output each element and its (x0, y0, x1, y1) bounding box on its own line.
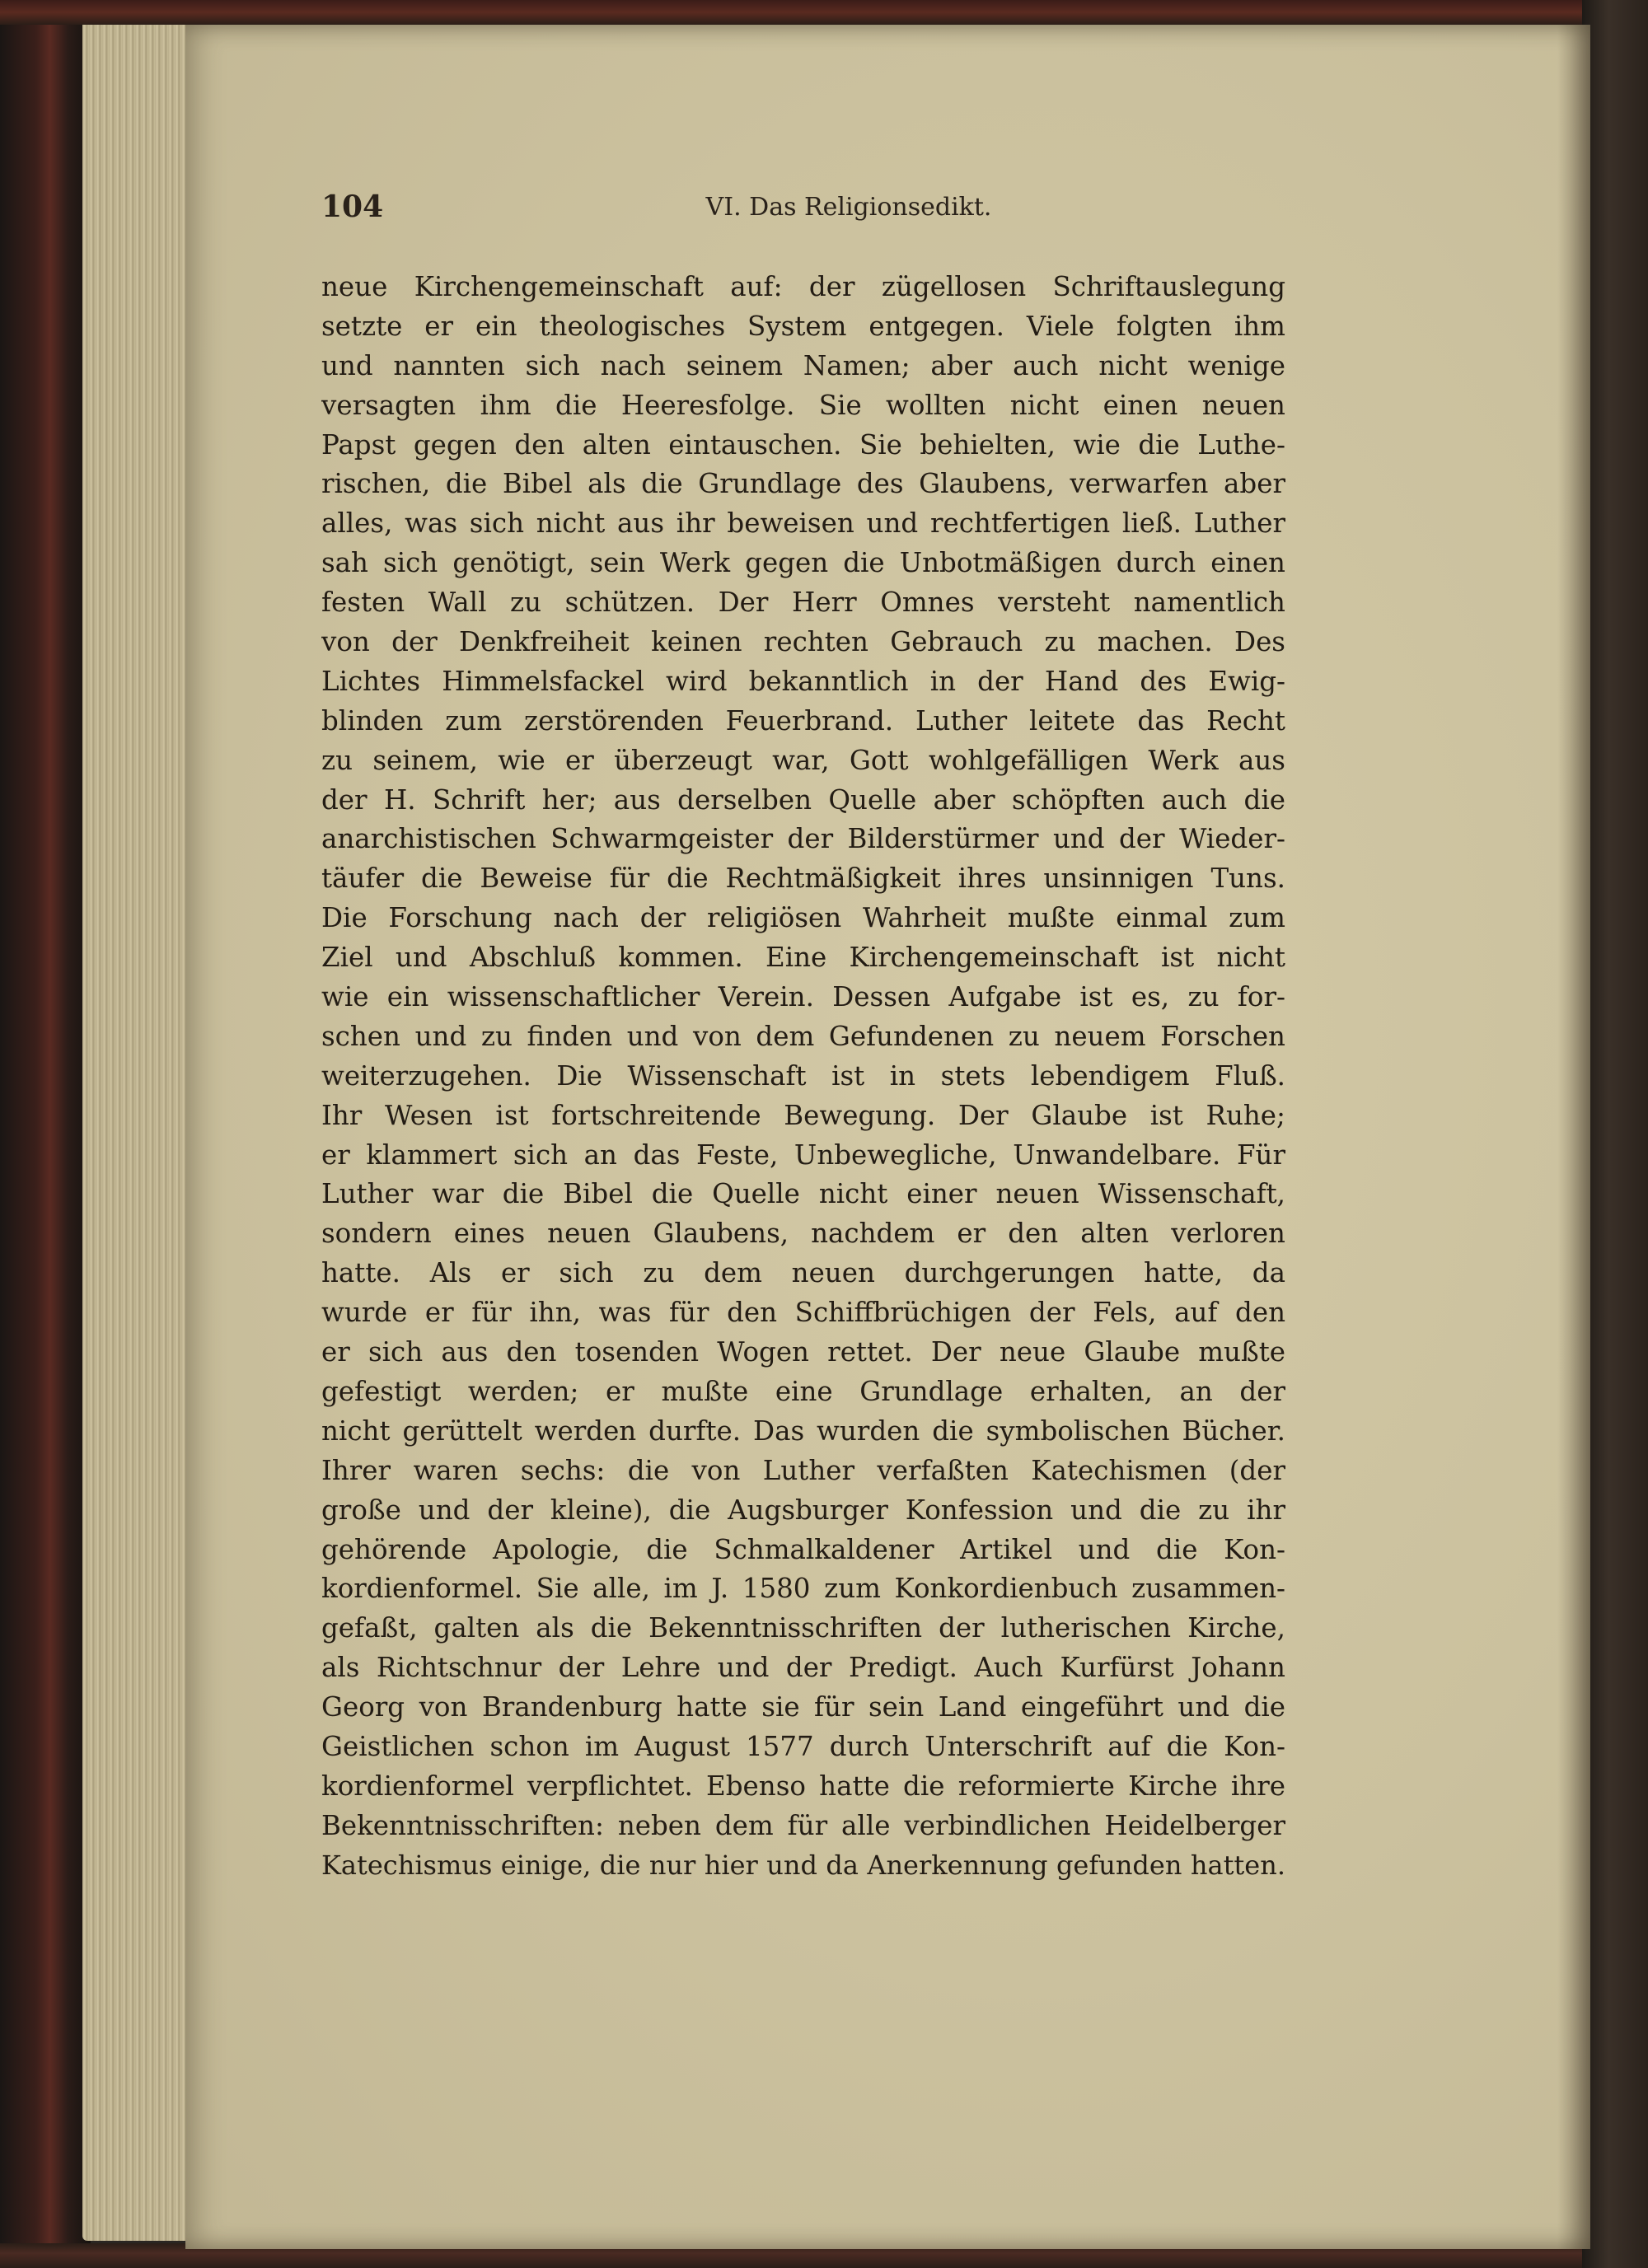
text-line: rischen, die Bibel als die Grundlage des Glaubens, verwarfen aber (321, 468, 1285, 500)
text-line: Bekenntnisschriften: neben dem für alle verbindlichen Heidelberger (321, 1809, 1285, 1841)
book-top-edge (0, 0, 1648, 25)
text-line: Luther war die Bibel die Quelle nicht einer neuen Wissenschaft, (321, 1178, 1285, 1210)
text-line: anarchistischen Schwarmgeister der Bilderstürmer und der Wieder- (321, 823, 1285, 855)
book-cover-right (1582, 0, 1648, 2268)
text-line: blinden zum zerstörenden Feuerbrand. Luther leitete das Recht (321, 704, 1285, 737)
text-line: setzte er ein theologisches System entgegen. Viele folgten ihm (321, 310, 1285, 342)
page-header (321, 189, 1178, 239)
text-line: Ihrer waren sechs: die von Luther verfaßten Katechismen (der (321, 1454, 1285, 1486)
text-line: kordienformel verpflichtet. Ebenso hatte die reformierte Kirche ihre (321, 1770, 1285, 1802)
text-line: Ziel und Abschluß kommen. Eine Kirchengemeinschaft ist nicht (321, 942, 1285, 974)
text-line: schen und zu finden und von dem Gefundenen zu neuem Forschen (321, 1020, 1285, 1052)
text-line: sah sich genötigt, sein Werk gegen die Unbotmäßigen durch einen (321, 547, 1285, 579)
text-line: neue Kirchengemeinschaft auf: der zügellosen Schriftauslegung (321, 271, 1285, 302)
text-line: nicht gerüttelt werden durfte. Das wurden die symbolischen Bücher. (321, 1415, 1285, 1447)
running-title: VI. Das Religionsedikt. (705, 193, 992, 222)
text-line: zu seinem, wie er überzeugt war, Gott wohlgefälligen Werk aus (321, 744, 1285, 776)
body-text (321, 268, 1285, 1886)
text-line: weiterzugehen. Die Wissenschaft ist in stets lebendigem Fluß. (321, 1059, 1285, 1092)
text-line: alles, was sich nicht aus ihr beweisen und rechtfertigen ließ. Luther (321, 507, 1285, 540)
text-line: festen Wall zu schützen. Der Herr Omnes versteht namentlich (321, 587, 1285, 619)
text-line: kordienformel. Sie alle, im J. 1580 zum Konkordienbuch zusammen- (321, 1573, 1285, 1605)
text-line: er sich aus den tosenden Wogen rettet. Der neue Glaube mußte (321, 1336, 1285, 1368)
text-line: Ihr Wesen ist fortschreitende Bewegung. Der Glaube ist Ruhe; (321, 1099, 1285, 1131)
text-line: große und der kleine), die Augsburger Konfession und die zu ihr (321, 1494, 1285, 1526)
text-line: Geistlichen schon im August 1577 durch Unterschrift auf die Kon- (321, 1730, 1285, 1762)
text-line: Lichtes Himmelsfackel wird bekanntlich in der Hand des Ewig- (321, 665, 1285, 697)
text-line: und nannten sich nach seinem Namen; aber auch nicht wenige (321, 349, 1285, 381)
text-line: gefaßt, galten als die Bekenntnisschriften der lutherischen Kirche, (321, 1612, 1285, 1644)
page-number: 104 (321, 189, 384, 224)
text-line: Georg von Brandenburg hatte sie für sein Land eingeführt und die (321, 1691, 1285, 1723)
text-line: der H. Schrift her; aus derselben Quelle aber schöpften auch die (321, 783, 1285, 816)
text-line: wurde er für ihn, was für den Schiffbrüchigen der Fels, auf den (321, 1297, 1285, 1329)
text-line: Papst gegen den alten eintauschen. Sie behielten, wie die Luthe- (321, 428, 1285, 461)
text-line: von der Denkfreiheit keinen rechten Gebrauch zu machen. Des (321, 626, 1285, 658)
text-line: hatte. Als er sich zu dem neuen durchgerungen hatte, da (321, 1257, 1285, 1289)
text-line: als Richtschnur der Lehre und der Predigt. Auch Kurfürst Johann (321, 1652, 1285, 1684)
text-line: er klammert sich an das Feste, Unbewegliche, Unwandelbare. Für (321, 1139, 1285, 1171)
gutter-shadow (1557, 25, 1590, 2249)
text-line: sondern eines neuen Glaubens, nachdem er den alten verloren (321, 1218, 1285, 1250)
page-edges (82, 16, 198, 2241)
text-line: gefestigt werden; er mußte eine Grundlage erhalten, an der (321, 1375, 1285, 1407)
text-line: wie ein wissenschaftlicher Verein. Dessen Aufgabe ist es, zu for- (321, 981, 1285, 1013)
text-line: gehörende Apologie, die Schmalkaldener Artikel und die Kon- (321, 1533, 1285, 1565)
text-line: täufer die Beweise für die Rechtmäßigkeit ihres unsinnigen Tuns. (321, 863, 1285, 895)
text-line: Die Forschung nach der religiösen Wahrheit mußte einmal zum (321, 902, 1285, 934)
book-cover-left (0, 0, 91, 2268)
text-line: versagten ihm die Heeresfolge. Sie wollten nicht einen neuen (321, 389, 1285, 421)
text-line: Katechismus einige, die nur hier und da Anerkennung gefunden hatten. (321, 1849, 1285, 1881)
